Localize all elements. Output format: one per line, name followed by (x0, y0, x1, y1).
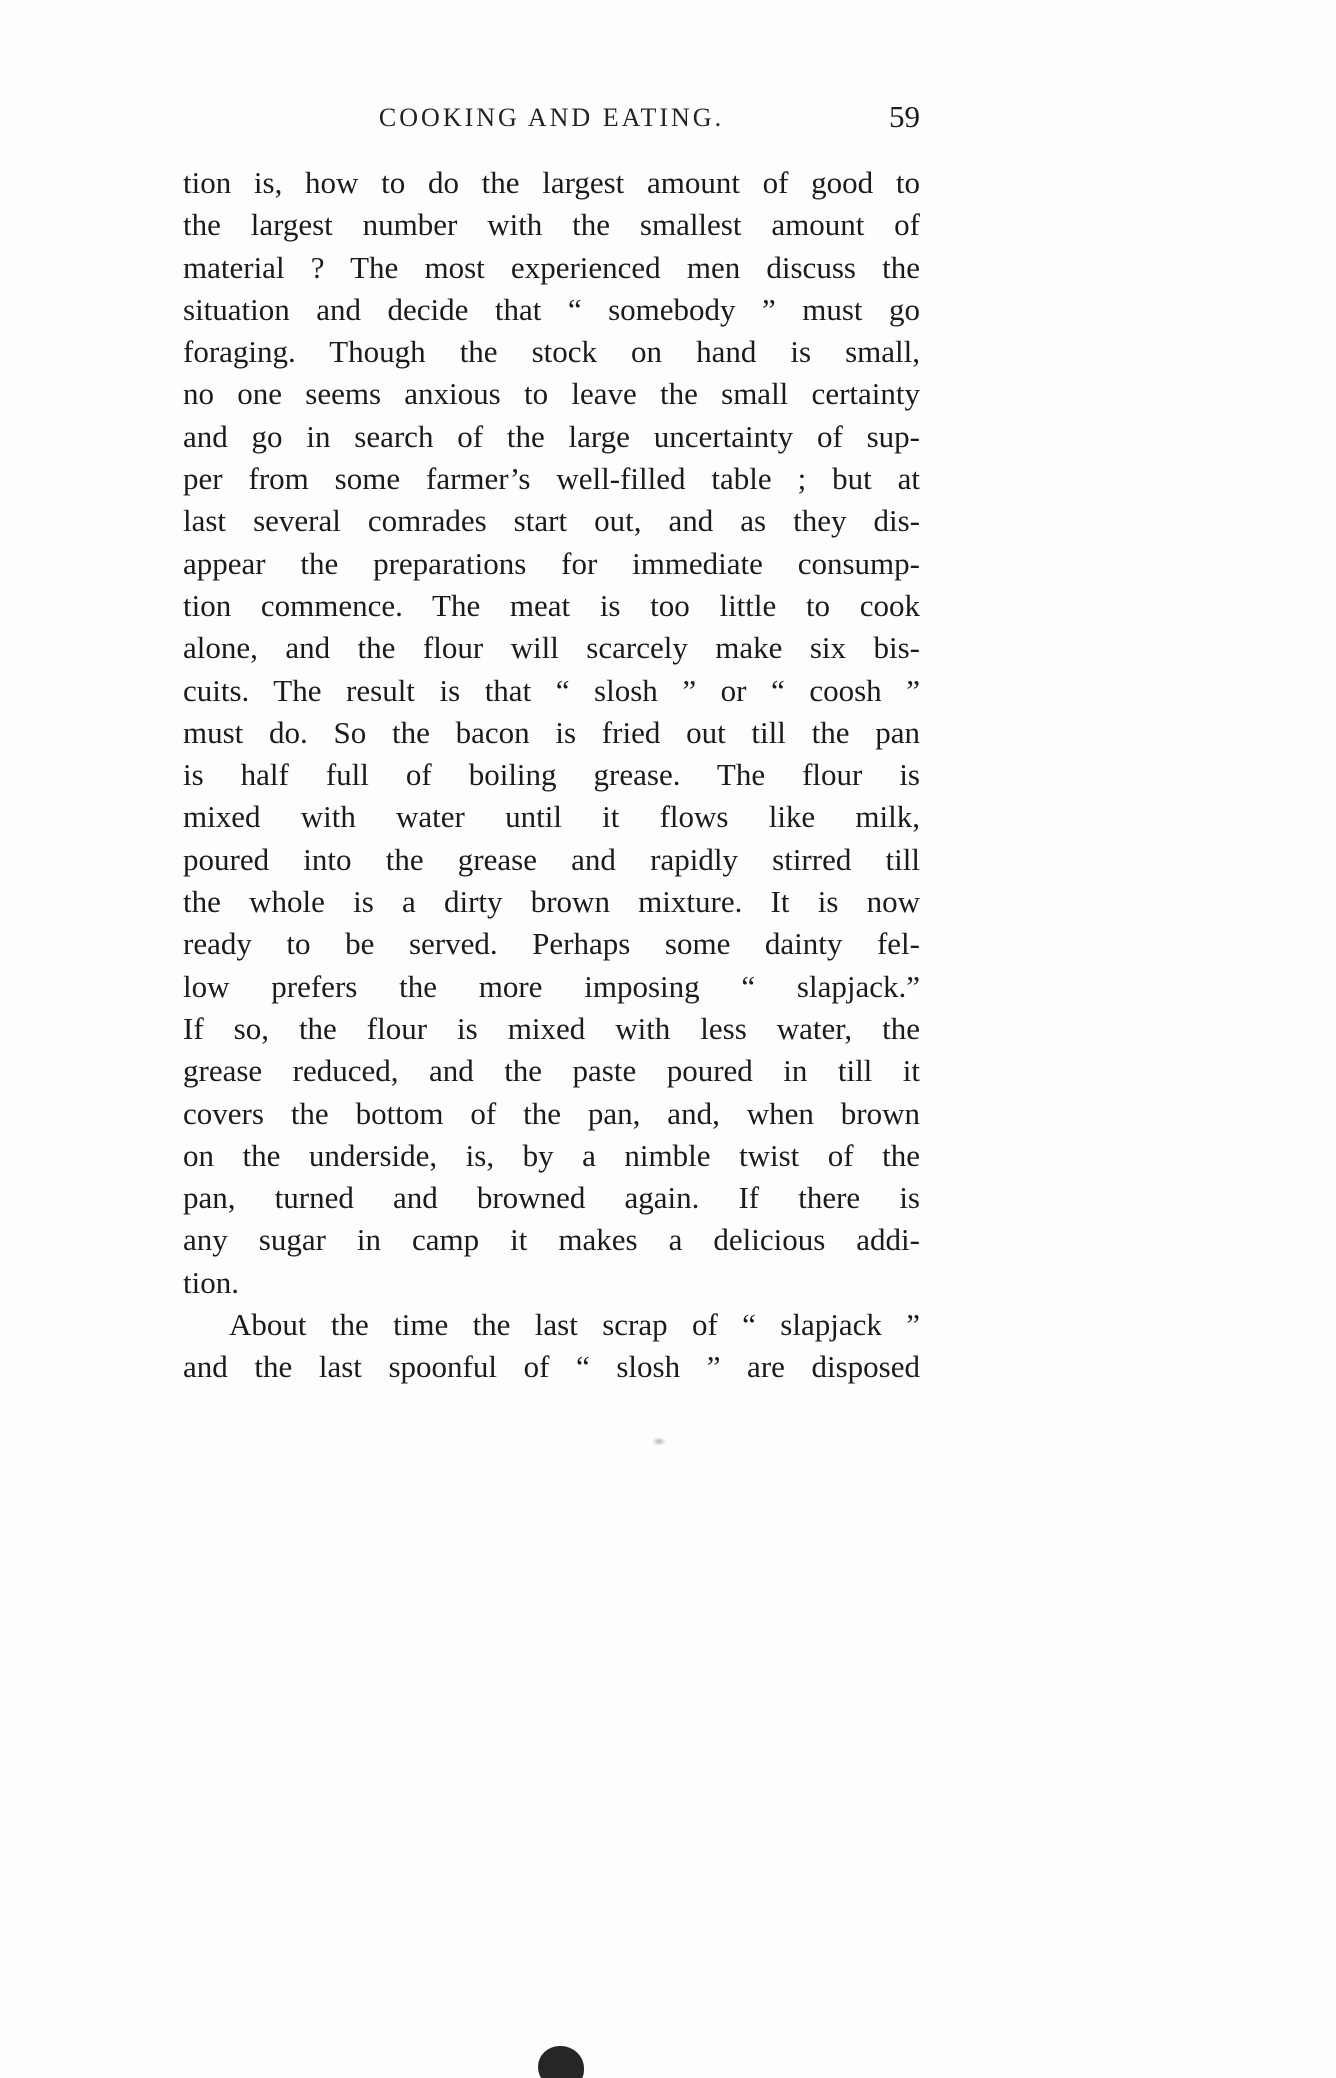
text-line: appear the preparations for immediate consump- (183, 545, 920, 581)
text-line: must do. So the bacon is fried out till the pan (183, 714, 920, 750)
page-header (183, 99, 920, 143)
text-line: last several comrades start out, and as they dis- (183, 503, 920, 539)
text-line: ready to be served. Perhaps some dainty fel- (183, 926, 920, 962)
page-number: 59 (889, 99, 920, 134)
text-line: any sugar in camp it makes a delicious addi- (183, 1222, 920, 1258)
text-line: tion is, how to do the largest amount of good to (183, 165, 920, 200)
text-line: the largest number with the smallest amount of (183, 207, 920, 243)
text-line: cuits. The result is that “ slosh ” or “ coosh ” (183, 672, 920, 708)
text-line: tion. (183, 1264, 239, 1300)
text-line: foraging. Though the stock on hand is small, (183, 334, 920, 370)
text-line: is half full of boiling grease. The flour is (183, 757, 920, 793)
text-line: poured into the grease and rapidly stirred till (183, 841, 920, 877)
text-line: If so, the flour is mixed with less water, the (183, 1010, 920, 1046)
text-line: and go in search of the large uncertainty of sup- (183, 418, 920, 454)
running-title: COOKING AND EATING. (378, 103, 725, 132)
text-line: no one seems anxious to leave the small certainty (183, 376, 920, 412)
text-line: the whole is a dirty brown mixture. It is now (183, 884, 920, 920)
text-line: grease reduced, and the paste poured in till it (183, 1053, 920, 1089)
text-line: and the last spoonful of “ slosh ” are disposed (183, 1349, 920, 1385)
text-line: on the underside, is, by a nimble twist of the (183, 1137, 920, 1173)
scan-artifact (652, 1437, 666, 1446)
text-line: alone, and the flour will scarcely make six bis- (183, 630, 920, 666)
body-text (183, 162, 920, 1389)
text-line: tion commence. The meat is too little to cook (183, 587, 920, 623)
scan-artifact (538, 2046, 584, 2078)
text-line: material ? The most experienced men discuss the (183, 249, 920, 285)
text-line: low prefers the more imposing “ slapjack.” (183, 968, 920, 1004)
text-line: covers the bottom of the pan, and, when brown (183, 1095, 920, 1131)
text-line: pan, turned and browned again. If there is (183, 1180, 920, 1216)
text-line: About the time the last scrap of “ slapjack ” (229, 1307, 920, 1343)
text-line: situation and decide that “ somebody ” must go (183, 291, 920, 327)
text-line: mixed with water until it flows like milk, (183, 799, 920, 835)
text-line: per from some farmer’s well-filled table ; but at (183, 461, 920, 497)
